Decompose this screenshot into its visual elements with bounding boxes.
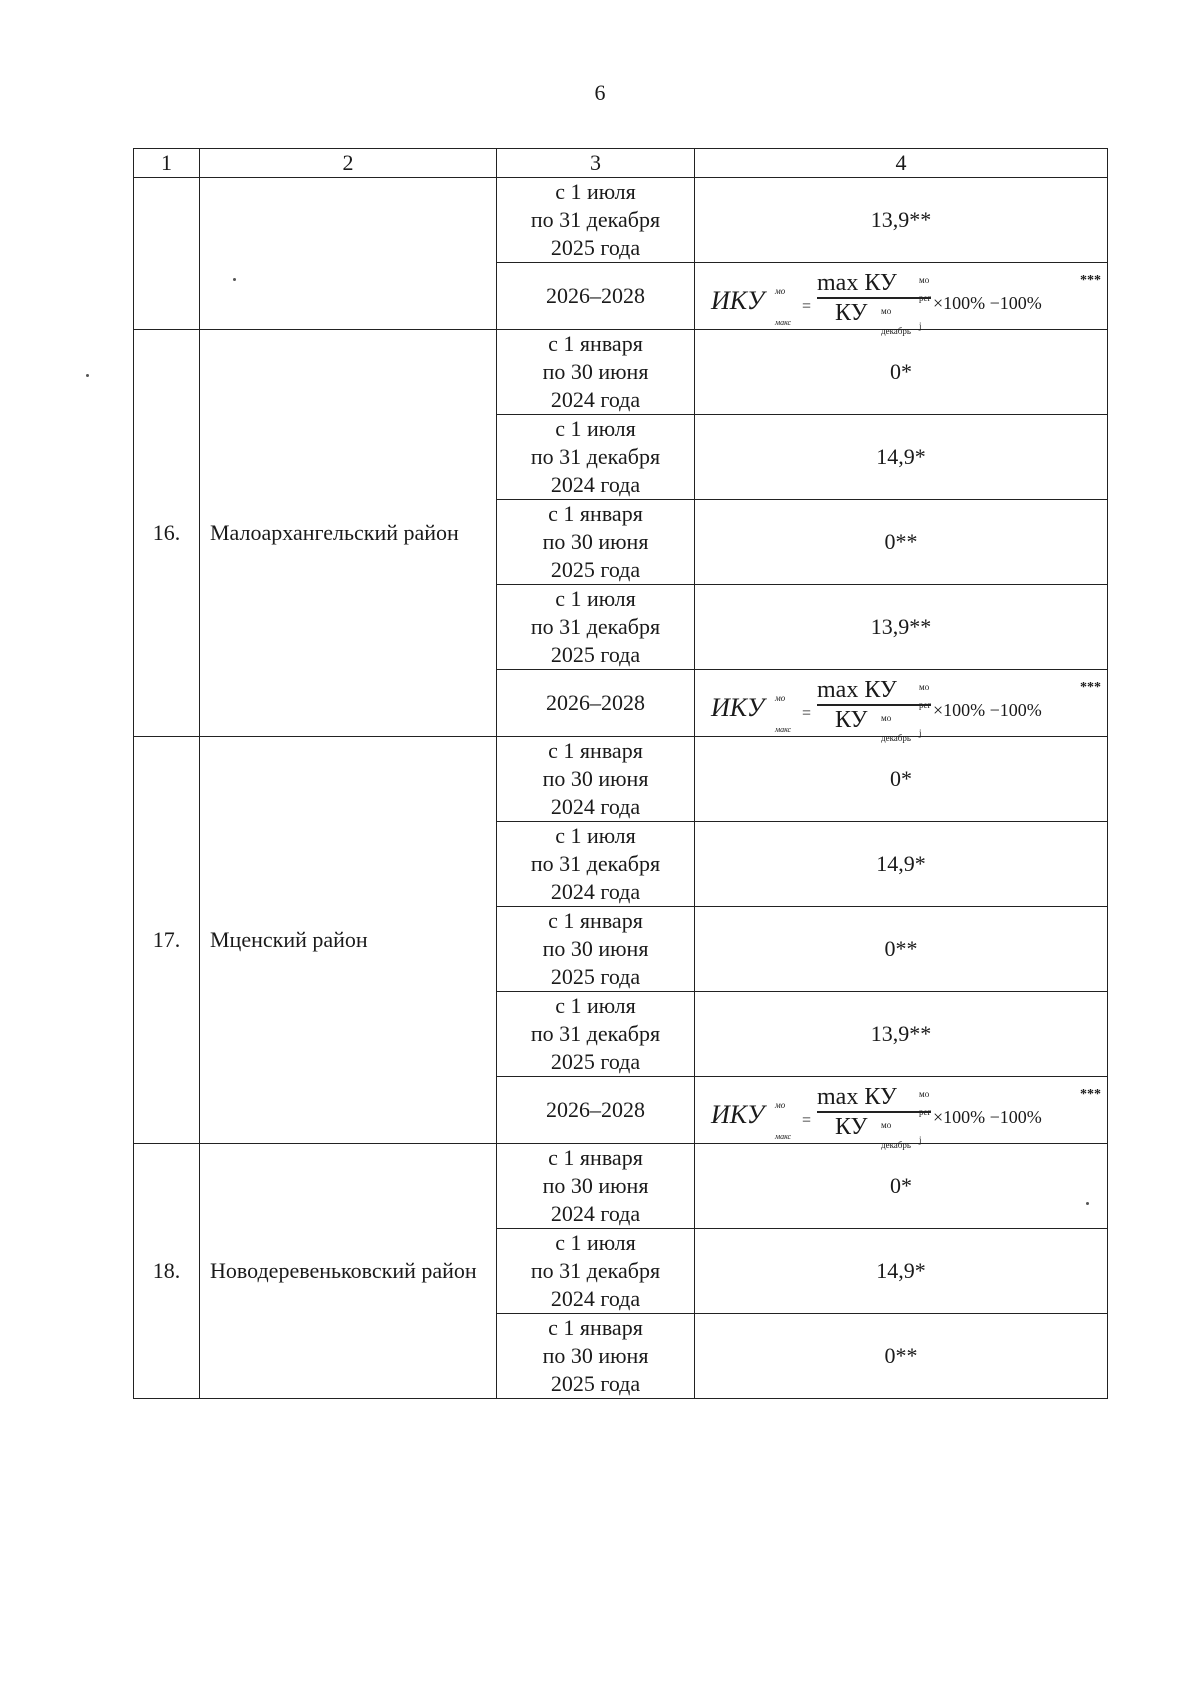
formula-num-sub: j <box>919 321 922 331</box>
formula-tail: ×100% −100% <box>933 1107 1042 1127</box>
period-cell: с 1 июля по 31 декабря 2024 года <box>497 415 695 500</box>
formula-numerator: max КУ <box>817 270 897 296</box>
period-cell: с 1 июля по 31 декабря 2024 года <box>497 822 695 907</box>
formula-lhs: ИКУ <box>711 693 765 722</box>
rates-table <box>133 148 1108 1399</box>
formula-den-sup: мо <box>881 713 892 723</box>
value-cell: 0* <box>695 1144 1108 1229</box>
header-cell: 2 <box>200 149 497 178</box>
header-cell: 3 <box>497 149 695 178</box>
formula-num-sub: j <box>919 1135 922 1145</box>
formula-lhs-sup: мо <box>775 1100 786 1110</box>
district-number: 16. <box>134 330 200 737</box>
formula-den-sub: декабрь <box>881 733 911 743</box>
formula-num-sup: мо <box>919 682 930 692</box>
formula-num-sup: мо <box>919 275 930 285</box>
formula-denominator: КУ <box>835 300 868 326</box>
period-cell: с 1 июля по 31 декабря 2025 года <box>497 992 695 1077</box>
period-cell: с 1 января по 30 июня 2024 года <box>497 737 695 822</box>
formula-lhs: ИКУ <box>711 1100 765 1129</box>
period-cell: с 1 января по 30 июня 2025 года <box>497 500 695 585</box>
table-row <box>134 330 1108 415</box>
formula-lhs-sub: макс <box>775 1132 792 1141</box>
formula-num-sub: j <box>919 728 922 738</box>
value-cell: 0* <box>695 330 1108 415</box>
value-cell: 0** <box>695 1314 1108 1399</box>
header-cell: 1 <box>134 149 200 178</box>
formula-cell <box>695 1077 1108 1150</box>
period-cell: с 1 января по 30 июня 2024 года <box>497 1144 695 1229</box>
district-number-cell <box>134 178 200 330</box>
formula-cell <box>695 670 1108 743</box>
formula-eq: = <box>802 1112 812 1129</box>
value-cell: 0* <box>695 737 1108 822</box>
period-cell: 2026–2028 <box>497 670 695 737</box>
formula-lhs-sup: мо <box>775 693 786 703</box>
formula-den-sup: мо <box>881 1120 892 1130</box>
table-row <box>134 737 1108 822</box>
period-cell: с 1 июля по 31 декабря 2025 года <box>497 585 695 670</box>
header-cell: 4 <box>695 149 1108 178</box>
value-cell: 13,9** <box>695 992 1108 1077</box>
period-cell: с 1 января по 30 июня 2024 года <box>497 330 695 415</box>
formula-stars: *** <box>1080 273 1101 288</box>
formula-tail: ×100% −100% <box>933 700 1042 720</box>
formula-tail: ×100% −100% <box>933 293 1042 313</box>
value-cell: 14,9* <box>695 415 1108 500</box>
formula-stars: *** <box>1080 1087 1101 1102</box>
formula-eq: = <box>802 298 812 315</box>
formula-lhs-sub: макс <box>775 318 792 327</box>
header-row <box>134 149 1108 178</box>
district-name: Малоархангельский район <box>200 330 497 737</box>
formula-eq: = <box>802 705 812 722</box>
formula-den-sub: декабрь <box>881 326 911 336</box>
district-name: Мценский район <box>200 737 497 1144</box>
period-cell: с 1 января по 30 июня 2025 года <box>497 907 695 992</box>
district-name: Новодеревеньковский район <box>200 1144 497 1399</box>
district-name-cell <box>200 178 497 330</box>
formula-lhs-sub: макс <box>775 725 792 734</box>
formula-numerator: max КУ <box>817 677 897 703</box>
value-cell: 0** <box>695 907 1108 992</box>
formula-numerator: max КУ <box>817 1084 897 1110</box>
value-cell: 13,9** <box>695 585 1108 670</box>
formula-cell <box>695 263 1108 336</box>
formula-denominator: КУ <box>835 707 868 733</box>
value-cell: 0** <box>695 500 1108 585</box>
value-cell: 14,9* <box>695 1229 1108 1314</box>
period-cell: 2026–2028 <box>497 263 695 330</box>
district-number: 18. <box>134 1144 200 1399</box>
page-number: 6 <box>594 80 606 105</box>
period-cell: с 1 июля по 31 декабря 2025 года <box>497 178 695 263</box>
formula-lhs-sup: мо <box>775 286 786 296</box>
formula-denominator: КУ <box>835 1114 868 1140</box>
period-cell: 2026–2028 <box>497 1077 695 1144</box>
scan-speck <box>86 374 89 377</box>
formula-lhs: ИКУ <box>711 286 765 315</box>
value-cell: 14,9* <box>695 822 1108 907</box>
district-number: 17. <box>134 737 200 1144</box>
table-row <box>134 178 1108 263</box>
formula-stars: *** <box>1080 680 1101 695</box>
value-cell: 13,9** <box>695 178 1108 263</box>
table-row <box>134 1144 1108 1229</box>
period-cell: с 1 июля по 31 декабря 2024 года <box>497 1229 695 1314</box>
formula-den-sub: декабрь <box>881 1140 911 1150</box>
formula-num-sup: мо <box>919 1089 930 1099</box>
formula-den-sup: мо <box>881 306 892 316</box>
period-cell: с 1 января по 30 июня 2025 года <box>497 1314 695 1399</box>
